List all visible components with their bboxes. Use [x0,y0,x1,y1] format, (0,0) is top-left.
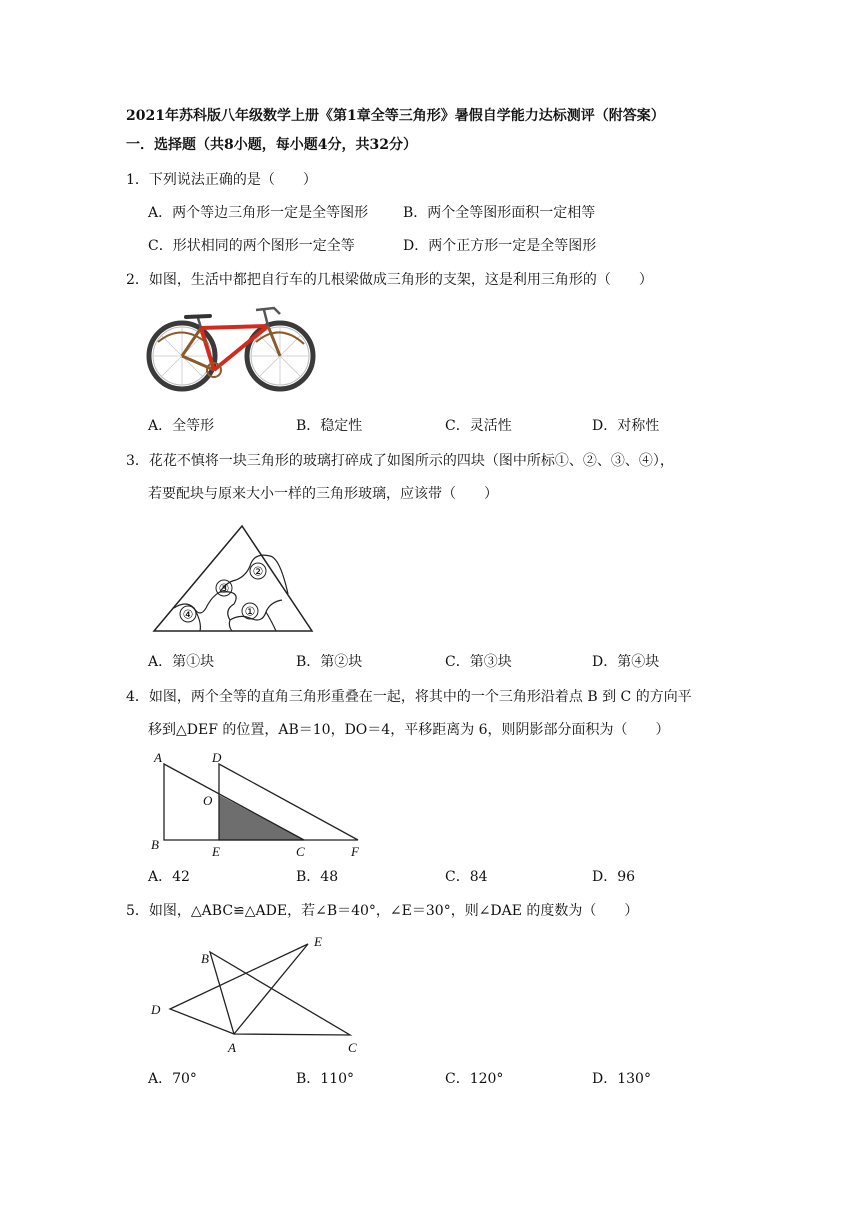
page-title: 2021年苏科版八年级数学上册《第1章全等三角形》暑假自学能力达标测评（附答案） [126,108,665,124]
glass-piece-label-3: ③ [218,581,230,596]
question-1-stem: 1．下列说法正确的是（ ） [126,172,317,188]
option-4d: D．96 [592,869,636,885]
option-3c: C．第③块 [445,654,512,670]
option-1b: B．两个全等图形面积一定相等 [403,205,596,221]
translation-triangle-figure [146,748,376,860]
point-label-c: C [296,844,305,859]
point-label-a: A [154,750,162,765]
question-3-stem-line1: 3．花花不慎将一块三角形的玻璃打碎成了如图所示的四块（图中所标①、②、③、④）， [126,453,674,469]
option-2c: C．灵活性 [445,418,512,434]
question-4-stem-line2: 移到△DEF 的位置，AB＝10，DO＝4，平移距离为 6，则阴影部分面积为（ ） [148,722,670,738]
option-4c: C．84 [445,869,488,885]
question-4-stem-line1: 4．如图，两个全等的直角三角形重叠在一起，将其中的一个三角形沿着点 B 到 C 的方向平 [126,689,692,705]
question-3-stem-line2: 若要配块与原来大小一样的三角形玻璃，应该带（ ） [148,486,498,502]
point-label-e5: E [314,934,322,949]
option-2a: A．全等形 [148,418,215,434]
section-heading: 一．选择题（共8小题，每小题4分，共32分） [126,137,417,153]
bicycle-figure [146,298,318,408]
question-5-stem: 5．如图，△ABC≌△ADE，若∠B＝40°，∠E＝30°，则∠DAE 的度数为（ ） [126,903,639,919]
point-label-b5: B [201,951,209,966]
congruent-triangles-figure [146,930,376,1060]
point-label-c5: C [348,1040,357,1055]
option-4a: A．42 [148,869,190,885]
option-4b: B．48 [296,869,339,885]
option-2b: B．稳定性 [296,418,363,434]
option-1d: D．两个正方形一定是全等图形 [403,238,597,254]
point-label-b: B [151,837,159,852]
option-3b: B．第②块 [296,654,363,670]
point-label-f: F [351,844,359,859]
point-label-d: D [212,750,222,765]
glass-piece-label-1: ① [244,604,256,619]
option-3d: D．第④块 [592,654,660,670]
option-5a: A．70° [148,1071,197,1087]
glass-piece-label-4: ④ [182,607,194,622]
broken-glass-figure [150,522,318,636]
point-label-o: O [203,793,213,808]
option-1c: C．形状相同的两个图形一定全等 [148,238,355,254]
option-5d: D．130° [592,1071,651,1087]
point-label-e: E [212,844,220,859]
glass-piece-label-2: ② [252,564,264,579]
option-1a: A．两个等边三角形一定是全等图形 [148,205,369,221]
option-5b: B．110° [296,1071,355,1087]
option-5c: C．120° [445,1071,504,1087]
point-label-d5: D [151,1002,161,1017]
point-label-a5: A [228,1040,236,1055]
question-2-stem: 2．如图，生活中都把自行车的几根梁做成三角形的支架，这是利用三角形的（ ） [126,272,653,288]
option-3a: A．第①块 [148,654,215,670]
option-2d: D．对称性 [592,418,660,434]
